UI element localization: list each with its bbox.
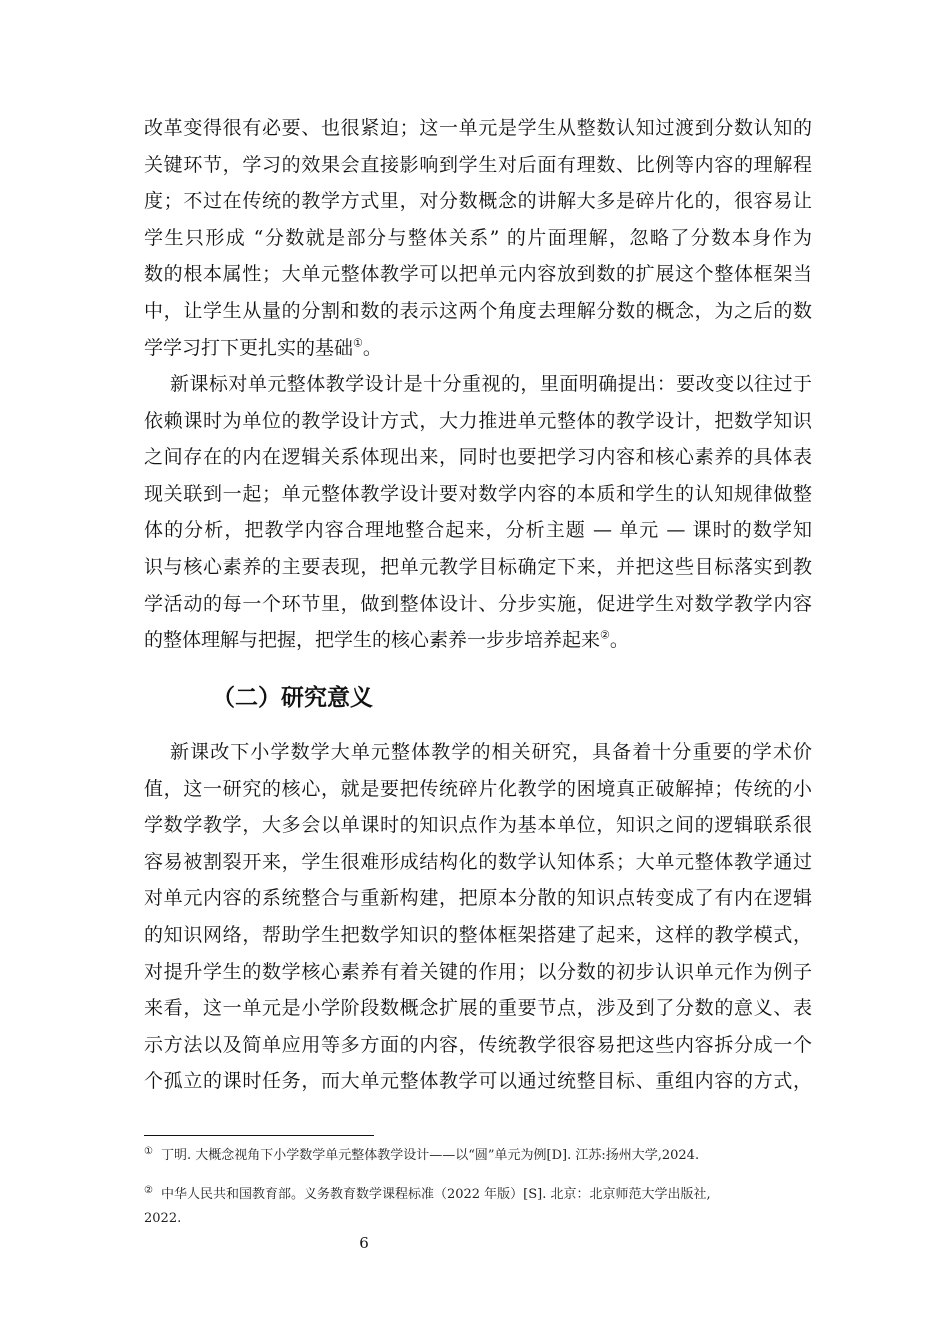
page-number: 6 — [359, 1234, 369, 1252]
footnote-mark: ② — [144, 1184, 153, 1196]
paragraph-line: 示方法以及简单应用等多方面的内容，传统教学很容易把这些内容拆分成一个 — [144, 1033, 812, 1056]
paragraph-line-text: 的整体理解与把握，把学生的核心素养一步步培养起来 — [144, 629, 601, 652]
paragraph-line: 对单元内容的系统整合与重新构建，把原本分散的知识点转变成了有内在逻辑 — [144, 887, 812, 910]
paragraph-line: 的知识网络，帮助学生把数学知识的整体框架搭建了起来，这样的教学模式， — [144, 923, 812, 946]
paragraph-line: 新课改下小学数学大单元整体教学的相关研究，具备着十分重要的学术价 — [170, 741, 812, 763]
paragraph-line: 识与核心素养的主要表现，把单元教学目标确定下来，并把这些目标落实到教 — [144, 555, 812, 578]
paragraph-3 — [144, 734, 812, 1100]
paragraph-line: 体的分析，把教学内容合理地整合起来，分析主题 — 单元 — 课时的数学知 — [144, 519, 812, 542]
paragraph-line: 新课标对单元整体教学设计是十分重视的，里面明确提出：要改变以往过于 — [170, 373, 812, 395]
paragraph-line: 容易被割裂开来，学生很难形成结构化的数学认知体系；大单元整体教学通过 — [144, 850, 812, 873]
footnote-text: 中华人民共和国教育部。义务教育数学课程标准（2022 年版）[S]. 北京：北京师范大学出版社, — [160, 1187, 711, 1202]
paragraph-line: 关键环节，学习的效果会直接影响到学生对后面有理数、比例等内容的理解程 — [144, 153, 812, 176]
paragraph-line: 值，这一研究的核心，就是要把传统碎片化教学的困境真正破解掉；传统的小 — [144, 777, 812, 800]
footnote-separator — [144, 1135, 374, 1136]
paragraph-line: 个孤立的课时任务，而大单元整体教学可以通过统整目标、重组内容的方式， — [144, 1070, 812, 1093]
footnote-mark: ① — [144, 1145, 153, 1157]
paragraph-end-mark: 。 — [609, 629, 629, 652]
footnote-reference-2[interactable]: ② — [600, 628, 610, 642]
section-heading: （二）研究意义 — [212, 684, 373, 711]
footnote-reference-1[interactable]: ① — [353, 336, 363, 350]
footnote-2 — [144, 1183, 812, 1207]
paragraph-line: 改革变得很有必要、也很紧迫；这一单元是学生从整数认知过渡到分数认知的 — [144, 117, 812, 139]
paragraph-line: 学数学教学，大多会以单课时的知识点作为基本单位，知识之间的逻辑联系很 — [144, 814, 812, 837]
paragraph-line: 之间存在的内在逻辑关系体现出来，同时也要把学习内容和核心素养的具体表 — [144, 446, 812, 469]
paragraph-line: 度；不过在传统的教学方式里，对分数概念的讲解大多是碎片化的，很容易让 — [144, 190, 812, 213]
paragraph-end-mark: 。 — [362, 336, 382, 359]
paragraph-line: 学活动的每一个环节里，做到整体设计、分步实施，促进学生对数学教学内容 — [144, 592, 812, 615]
footnotes — [144, 1144, 812, 1168]
footnote-2-block — [144, 1183, 812, 1231]
paragraph-line: 依赖课时为单位的教学设计方式，大力推进单元整体的教学设计，把数学知识 — [144, 409, 812, 432]
paragraph-last-line — [144, 622, 812, 659]
paragraph-line: 中，让学生从量的分割和数的表示这两个角度去理解分数的概念，为之后的数 — [144, 299, 812, 322]
footnote-text: 丁明. 大概念视角下小学数学单元整体教学设计——以“圆”单元为例[D]. 江苏:扬州大学,2024. — [160, 1148, 700, 1163]
paragraph-line: 现关联到一起；单元整体教学设计要对数学内容的本质和学生的认知规律做整 — [144, 482, 812, 505]
footnote-2-continuation: 2022. — [144, 1211, 182, 1226]
paragraph-line: 学生只形成 “分数就是部分与整体关系” 的片面理解，忽略了分数本身作为 — [144, 226, 812, 249]
paragraph-line: 对提升学生的数学核心素养有着关键的作用；以分数的初步认识单元作为例子 — [144, 960, 812, 983]
paragraph-line: 数的根本属性；大单元整体教学可以把单元内容放到数的扩展这个整体框架当 — [144, 263, 812, 286]
paragraph-last-line — [144, 330, 812, 367]
paragraph-line-text: 学学习打下更扎实的基础 — [144, 336, 354, 359]
paragraph-2 — [144, 366, 812, 659]
paragraph-1 — [144, 110, 812, 366]
paragraph-line: 来看，这一单元是小学阶段数概念扩展的重要节点，涉及到了分数的意义、表 — [144, 997, 812, 1020]
footnote-1 — [144, 1144, 812, 1168]
